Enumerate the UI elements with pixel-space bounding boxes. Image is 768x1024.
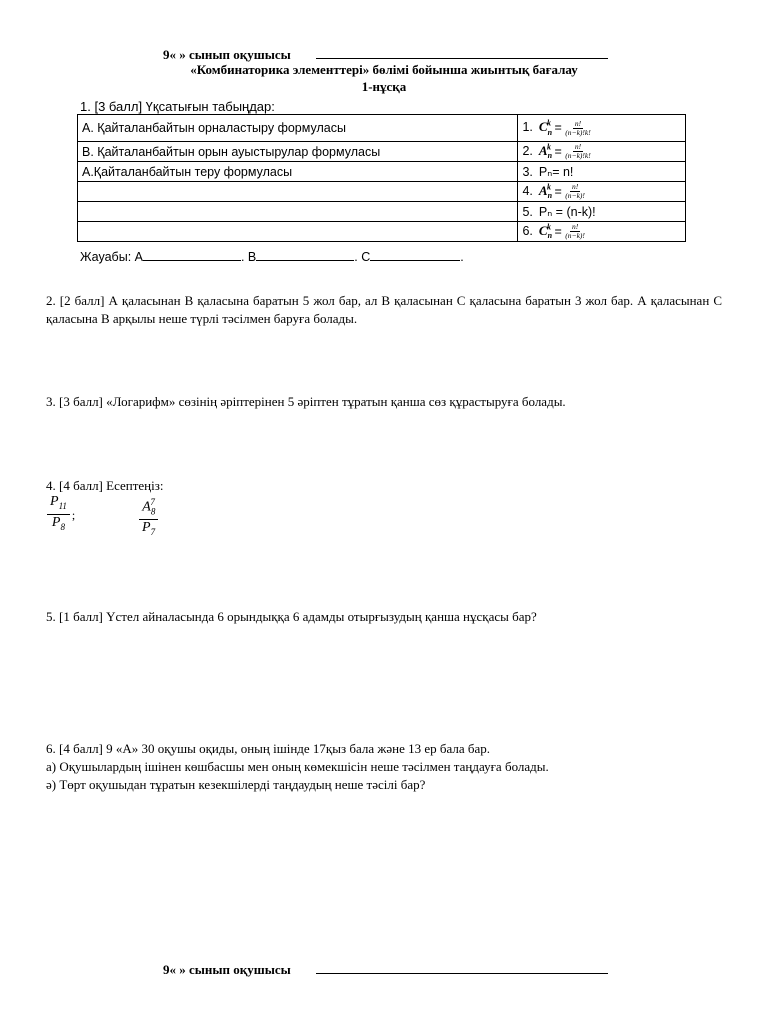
equals-sign: =	[551, 223, 566, 238]
formula-number: 6.	[522, 223, 533, 238]
formula-number: 1.	[522, 120, 533, 135]
answer-c-label: . С	[354, 250, 371, 264]
page-title: «Комбинаторика элементтері» бөлімі бойынша жиынтық бағалау	[190, 62, 578, 77]
formula-text: Pₙ = (n-k)!	[538, 205, 596, 219]
formula-fraction: $\frac{n!}{(n-k)!k!}$	[565, 142, 591, 161]
q4-expression-2	[139, 494, 158, 540]
student-header	[163, 45, 608, 63]
question-6b: ә) Төрт оқушыдан тұратын кезекшілерді таңдаудың неше тәсілі бар?	[46, 777, 426, 792]
expr1-num-sub: 11	[58, 500, 67, 511]
matching-left-cell	[78, 182, 518, 202]
matching-left-cell	[78, 202, 518, 222]
expr2-num-sub: 8	[150, 506, 156, 517]
formula-symbol: $C_n^k$	[538, 119, 553, 137]
question-2: 2. [2 балл] А қаласынан В қаласына баратын 5 жол бар, ал В қаласынан С қаласына баратын 3 жол бар. А қаласынан С қаласына В арқылы неше түрлі тәсілмен баруға болады.	[46, 293, 722, 326]
footer-name-blank[interactable]	[316, 960, 608, 974]
formula-number: 5.	[522, 205, 533, 219]
formula-fraction: $\frac{n!}{(n-k)!}$	[565, 182, 585, 201]
expr2-num: A	[142, 499, 151, 515]
class-label: 9« » сынып оқушысы	[163, 47, 291, 62]
matching-row	[78, 115, 686, 142]
q4-expression-1	[47, 494, 75, 535]
variant-label: 1-нұсқа	[361, 79, 407, 94]
question-4: 4. [4 балл] Есептеңіз:	[46, 478, 164, 493]
formula-number: 4.	[522, 183, 533, 198]
matching-right-cell	[518, 182, 686, 202]
answer-b-blank[interactable]	[256, 248, 354, 261]
matching-right-cell	[518, 142, 686, 162]
question-6: 6. [4 балл] 9 «А» 30 оқушы оқиды, оның ішінде 17қыз бала және 13 ер бала бар.	[46, 741, 491, 756]
matching-left-cell: А. Қайталанбайтын орналастыру формуласы	[78, 115, 518, 142]
formula-fraction: $\frac{n!}{(n-k)!k!}$	[565, 118, 591, 137]
matching-right-cell	[518, 202, 686, 222]
matching-row	[78, 142, 686, 162]
matching-right-cell	[518, 222, 686, 242]
equals-sign: =	[551, 183, 566, 198]
answer-b-label: . В	[240, 250, 257, 264]
matching-left-cell: А.Қайталанбайтын теру формуласы	[78, 162, 518, 182]
q1-title: 1. [3 балл] Үқсатығын табыңдар:	[80, 99, 275, 114]
formula-symbol: $C_n^k$	[538, 222, 553, 241]
matching-row	[78, 222, 686, 242]
expr2-den: P	[142, 520, 151, 536]
matching-row	[78, 182, 686, 202]
name-blank[interactable]	[316, 45, 608, 59]
formula-symbol: $A_n^k$	[538, 182, 553, 201]
q1-answer-line	[80, 248, 464, 264]
footer-class-label: 9« » сынып оқушысы	[163, 962, 291, 977]
expr-separator: ;	[71, 508, 76, 522]
equals-sign: =	[551, 143, 566, 158]
matching-left-cell	[78, 222, 518, 242]
answer-a-label: Жауабы: А	[80, 250, 143, 264]
formula-number: 2.	[522, 143, 533, 158]
expr2-num-sup: 7	[150, 497, 155, 507]
matching-row	[78, 162, 686, 182]
expr2-den-sub: 7	[150, 527, 156, 538]
question-3: 3. [3 балл] «Логарифм» сөзінің әріптерінен 5 әріптен тұратын қанша сөз құрастыруға болады.	[46, 394, 566, 409]
question-6a: а) Оқушылардың ішінен көшбасшы мен оның көмекшісін неше тәсілмен таңдауға болады.	[46, 759, 549, 774]
student-footer	[163, 960, 608, 978]
matching-right-cell	[518, 115, 686, 142]
expr1-num: P	[50, 494, 59, 509]
expr1-den: P	[51, 514, 61, 530]
answer-c-blank[interactable]	[370, 248, 460, 261]
answer-a-blank[interactable]	[143, 248, 241, 261]
question-5: 5. [1 балл] Үстел айналасында 6 орындыққа 6 адамды отырғызудың қанша нұсқасы бар?	[46, 609, 537, 624]
matching-right-cell	[518, 162, 686, 182]
formula-number: 3.	[522, 165, 533, 179]
matching-row	[78, 202, 686, 222]
matching-table	[77, 114, 686, 242]
formula-text: Pₙ= n!	[538, 165, 574, 179]
expr1-den-sub: 8	[60, 521, 65, 532]
matching-left-cell: В. Қайталанбайтын орын ауыстырулар формуласы	[78, 142, 518, 162]
answer-end: .	[460, 250, 464, 264]
equals-sign: =	[551, 120, 566, 135]
formula-fraction: $\frac{n!}{(n-k)!}$	[565, 222, 585, 241]
formula-symbol: $A_n^k$	[538, 142, 553, 161]
